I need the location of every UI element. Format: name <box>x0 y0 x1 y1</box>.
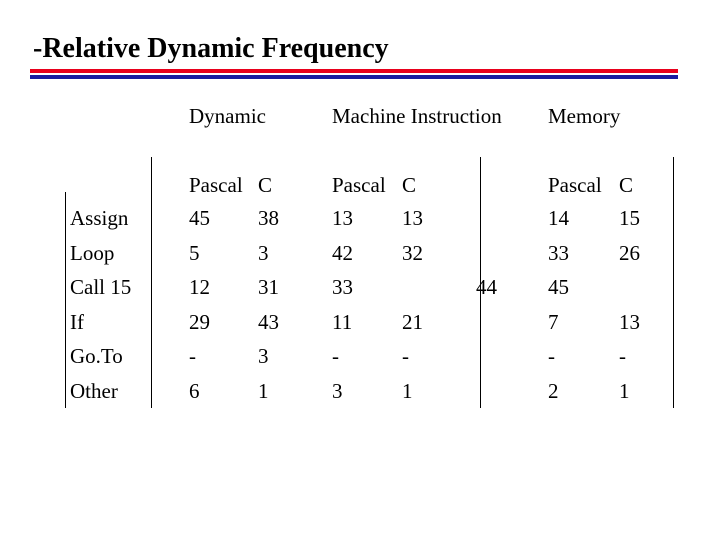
header-machine-instruction: Machine Instruction <box>332 104 502 128</box>
cell-memory-c: 1 <box>619 379 630 403</box>
cell-machine-extra: 44 <box>476 275 497 299</box>
cell-dynamic-pascal: 12 <box>189 275 210 299</box>
cell-machine-pascal: 33 <box>332 275 353 299</box>
cell-memory-pascal: 2 <box>548 379 559 403</box>
subheader-memory-pascal: Pascal <box>548 173 602 197</box>
cell-memory-pascal: 33 <box>548 241 569 265</box>
row-label: Other <box>70 379 118 403</box>
subheader-machine-pascal: Pascal <box>332 173 386 197</box>
cell-dynamic-pascal: 6 <box>189 379 200 403</box>
title-rule-blue <box>30 75 678 79</box>
cell-memory-pascal: 7 <box>548 310 559 334</box>
table-divider-label <box>151 157 152 408</box>
cell-memory-c: 13 <box>619 310 640 334</box>
table-left-border <box>65 192 66 408</box>
row-label: Loop <box>70 241 115 265</box>
cell-dynamic-c: 38 <box>258 206 279 230</box>
cell-memory-pascal: - <box>548 344 555 368</box>
cell-machine-c: 32 <box>402 241 423 265</box>
cell-machine-pascal: 3 <box>332 379 343 403</box>
row-label: Call 15 <box>70 275 132 299</box>
subheader-machine-c: C <box>402 173 417 197</box>
cell-machine-pascal: - <box>332 344 339 368</box>
cell-dynamic-pascal: 45 <box>189 206 210 230</box>
cell-machine-pascal: 42 <box>332 241 353 265</box>
cell-dynamic-c: 3 <box>258 344 269 368</box>
cell-dynamic-c: 43 <box>258 310 279 334</box>
cell-dynamic-c: 31 <box>258 275 279 299</box>
cell-memory-pascal: 45 <box>548 275 569 299</box>
row-label: Assign <box>70 206 129 230</box>
row-label: If <box>70 310 84 334</box>
table-right-border <box>673 157 674 408</box>
cell-machine-c: 1 <box>402 379 413 403</box>
cell-dynamic-pascal: 29 <box>189 310 210 334</box>
subheader-dynamic-c: C <box>258 173 273 197</box>
header-memory: Memory <box>548 104 621 128</box>
cell-machine-pascal: 11 <box>332 310 353 334</box>
cell-machine-pascal: 13 <box>332 206 353 230</box>
cell-machine-c: 13 <box>402 206 423 230</box>
header-dynamic: Dynamic <box>189 104 266 128</box>
cell-memory-c: 15 <box>619 206 640 230</box>
cell-dynamic-c: 1 <box>258 379 269 403</box>
cell-memory-c: - <box>619 344 626 368</box>
cell-machine-c: 21 <box>402 310 423 334</box>
subheader-memory-c: C <box>619 173 634 197</box>
row-label: Go.To <box>70 344 123 368</box>
cell-memory-pascal: 14 <box>548 206 569 230</box>
subheader-dynamic-pascal: Pascal <box>189 173 243 197</box>
cell-machine-c: - <box>402 344 409 368</box>
cell-dynamic-pascal: - <box>189 344 196 368</box>
cell-dynamic-pascal: 5 <box>189 241 200 265</box>
cell-dynamic-c: 3 <box>258 241 269 265</box>
slide-title: -Relative Dynamic Frequency <box>33 33 389 64</box>
title-rule-red <box>30 69 678 73</box>
cell-memory-c: 26 <box>619 241 640 265</box>
